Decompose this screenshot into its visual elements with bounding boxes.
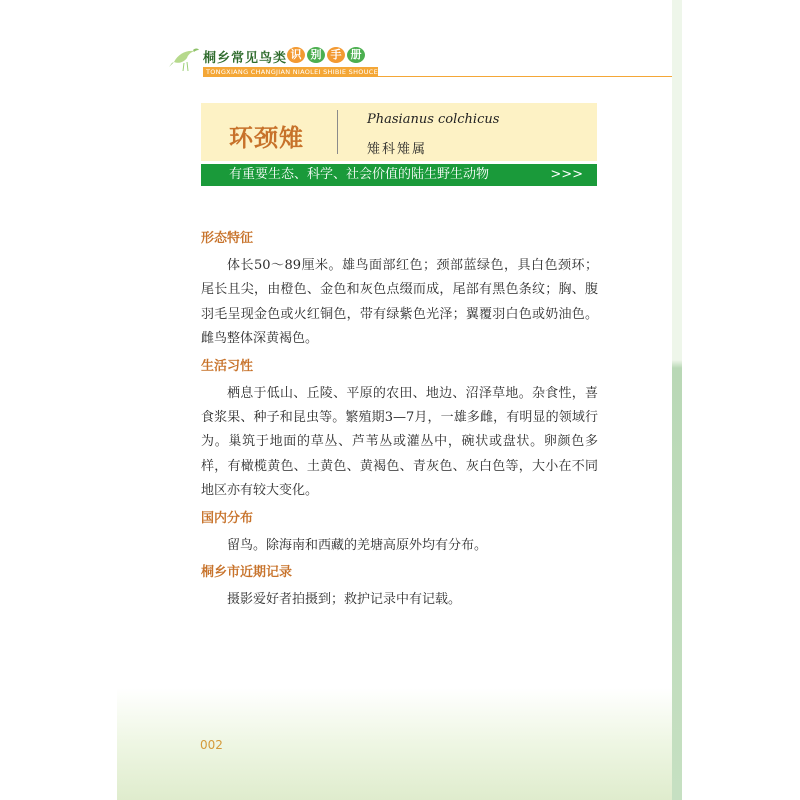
section-heading-records: 桐乡市近期记录 — [201, 565, 293, 581]
section-heading-distribution: 国内分布 — [201, 510, 254, 526]
header-rule — [378, 76, 672, 77]
species-description — [201, 230, 598, 618]
section-body-morphology: 体长50～89厘米。雄鸟面部红色；颈部蓝绿色，具白色颈环；尾长且尖，由橙色、金色和灰色点缀而成，尾部有黑色条纹；胸、腹羽毛呈现金色或火红铜色，带有绿紫色光泽；翼覆羽白色或奶油色。雌鸟整体深黄褐色。 — [201, 258, 598, 347]
title-divider — [337, 110, 338, 154]
book-title-badges — [287, 47, 365, 63]
book-title: 桐乡常见鸟类 — [203, 51, 288, 66]
title-badge: 手 — [327, 47, 345, 63]
title-badge: 别 — [307, 47, 325, 63]
page-edge-strip — [672, 0, 682, 800]
protection-status-bar — [201, 164, 597, 186]
section-heading-habits: 生活习性 — [201, 358, 254, 374]
species-latin-name: Phasianus colchicus — [367, 112, 500, 127]
title-badge: 识 — [287, 47, 305, 63]
book-subtitle-pinyin: TONGXIANG CHANGJIAN NIAOLEI SHIBIE SHOUCE — [203, 67, 378, 77]
bird-logo-icon — [168, 40, 202, 74]
section-body-records: 摄影爱好者拍摄到；救护记录中有记载。 — [227, 592, 462, 608]
section-body-distribution: 留鸟。除海南和西藏的羌塘高原外均有分布。 — [227, 537, 488, 553]
species-chinese-name: 环颈雉 — [229, 123, 304, 152]
page-number: 002 — [200, 738, 223, 752]
protection-status-text: 有重要生态、科学、社会价值的陆生野生动物 — [229, 167, 490, 182]
section-body-habits: 栖息于低山、丘陵、平原的农田、地边、沼泽草地。杂食性，喜食浆果、种子和昆虫等。繁殖期3—7月，一雄多雌，有明显的领域行为。巢筑于地面的草丛、芦苇丛或灌丛中，碗状或盘状。卵颜色多样，有橄榄黄色、土黄色、黄褐色、青灰色、灰白色等，大小在不同地区亦有较大变化。 — [201, 385, 598, 499]
section-heading-morphology: 形态特征 — [201, 231, 254, 246]
species-family: 雉科雉属 — [367, 142, 428, 157]
title-badge: 册 — [347, 47, 365, 63]
page-margin — [682, 0, 800, 800]
arrows-icon: >>> — [550, 167, 583, 182]
